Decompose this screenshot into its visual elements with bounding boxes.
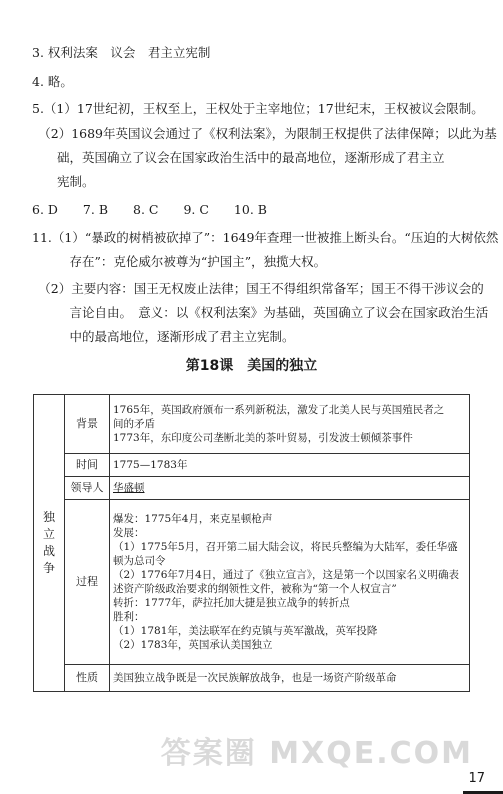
answer-line: 言论自由。 意义：以《权利法案》为基础，英国确立了议会在国家政治生活 [32,305,489,320]
process-text: 顿为总司令 [113,555,166,567]
time-label: 时间 [65,454,110,477]
answer-line: 11.（1）“暴政的树梢被砍掉了”：1649年查理一世被推上断头台。“压迫的大树依然 [32,230,499,245]
leader-label: 领导人 [65,477,110,500]
process-text: 发展： [113,527,145,539]
background-label: 背景 [65,395,110,454]
answer-line: 础，英国确立了议会在国家政治生活中的最高地位，逐渐形成了君主立 [32,150,445,165]
answer-line: 存在”：克伦威尔被尊为“护国主”，独揽大权。 [32,254,327,269]
background-text: 1765年，英国政府颁布一系列新税法，激发了北美人民与英国殖民者之 [113,404,445,416]
answer-line: 6. D 7. B 8. C 9. C 10. B [32,202,267,217]
answer-line: 中的最高地位，逐渐形成了君主立宪制。 [32,329,295,344]
answer-line: 5.（1）17世纪初，王权至上，王权处于主宰地位；17世纪末，王权被议会限制。 [32,101,484,116]
background-cell [110,395,470,454]
answer-line: （2）主要内容：国王无权废止法律；国王不得组织常备军；国王不得干涉议会的 [32,281,484,296]
answer-line: 宪制。 [32,174,95,189]
process-cell [110,500,470,665]
process-text: 胜利： [113,611,145,623]
table-row [34,454,470,477]
answer-line: 4. 略。 [32,74,73,89]
process-text: （2）1776年7月4日，通过了《独立宣言》，这是第一个以国家名义明确表 [113,569,460,581]
table-row [34,500,470,665]
nature-value: 美国独立战争既是一次民族解放战争，也是一场资产阶级革命 [110,665,470,692]
table-row [34,477,470,500]
answer-line: （2）1689年英国议会通过了《权利法案》，为限制王权提供了法律保障；以此为基 [32,126,497,141]
process-label: 过程 [65,500,110,665]
background-text: 1773年，东印度公司垄断北美的茶叶贸易，引发波士顿倾茶事件 [113,432,413,444]
side-label: 独立战争 [43,510,56,575]
process-text: 爆发：1775年4月，来克星顿枪声 [113,513,273,525]
watermark-logo: 答案圈 MXQE.COM [160,736,473,771]
process-text: 述资产阶级政治要求的纲领性文件，被称为“第一个人权宣言” [113,583,397,595]
process-text: （1）1781年，美法联军在约克镇与英军激战，英军投降 [113,625,378,637]
process-text: （2）1783年，英国承认美国独立 [113,639,273,651]
table-row [34,665,470,692]
page-number: 17 [468,771,485,786]
nature-label: 性质 [65,665,110,692]
process-text: （1）1775年5月，召开第二届大陆会议，将民兵整编为大陆军，委任华盛 [113,541,458,553]
leader-value: 华盛顿 [110,477,470,500]
summary-table [33,394,470,692]
table-row [34,395,470,454]
time-value: 1775—1783年 [110,454,470,477]
lesson-title: 第18课 美国的独立 [185,358,318,374]
side-label-cell [34,395,65,692]
process-text: 转折：1777年，萨拉托加大捷是独立战争的转折点 [113,597,350,609]
background-text: 间的矛盾 [113,418,155,430]
answer-line: 3. 权利法案 议会 君主立宪制 [32,45,211,60]
